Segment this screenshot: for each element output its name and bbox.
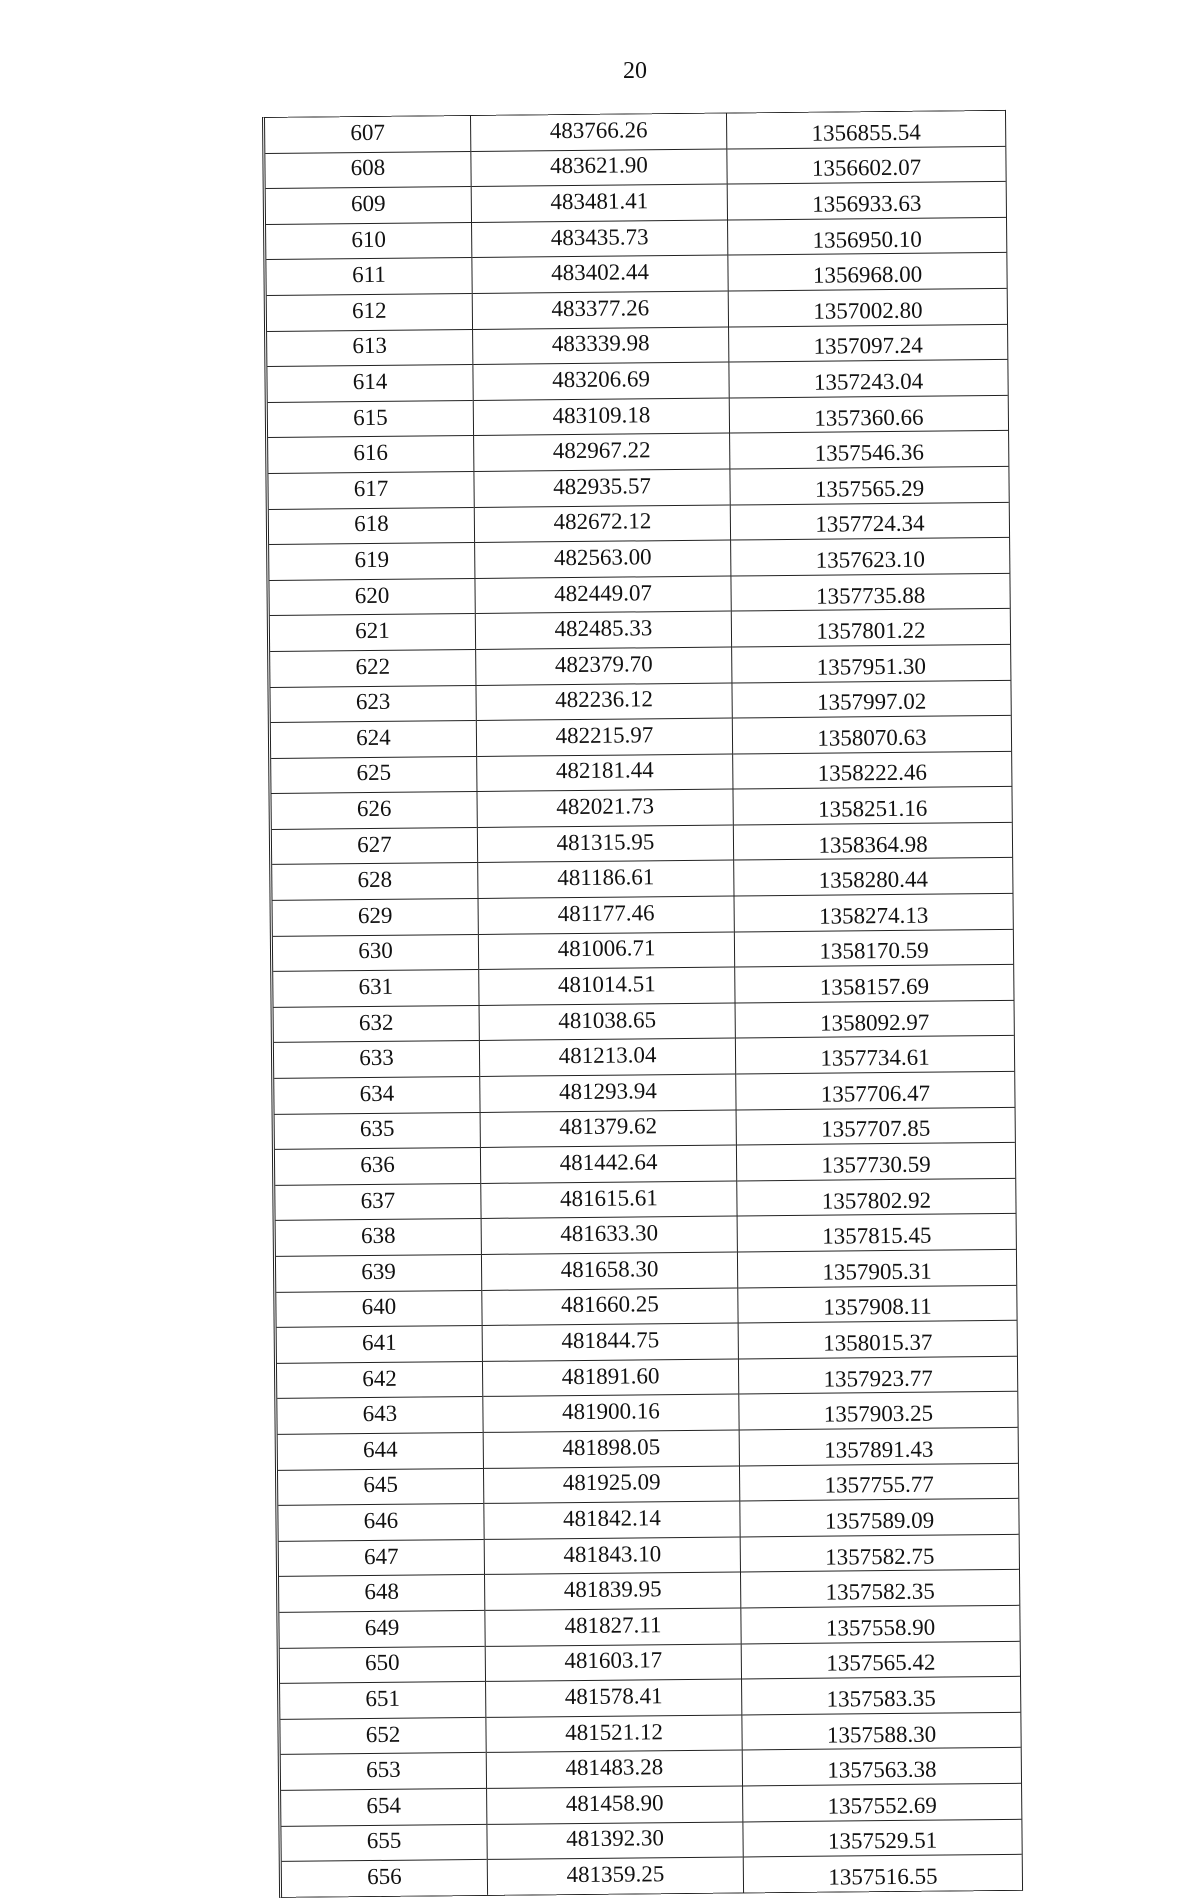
x-coordinate-cell: 481658.30 bbox=[481, 1252, 737, 1290]
point-number-cell: 650 bbox=[280, 1646, 486, 1684]
point-number-cell: 639 bbox=[276, 1254, 482, 1292]
x-coordinate-cell: 481843.10 bbox=[484, 1537, 740, 1575]
x-coordinate-cell: 481603.17 bbox=[485, 1644, 741, 1682]
point-number-cell: 634 bbox=[274, 1076, 480, 1114]
y-coordinate-cell: 1358092.97 bbox=[735, 1000, 1014, 1038]
x-coordinate-cell: 481521.12 bbox=[486, 1715, 742, 1753]
y-coordinate-cell: 1357997.02 bbox=[732, 680, 1011, 718]
x-coordinate-cell: 482485.33 bbox=[475, 611, 731, 649]
x-coordinate-cell: 481458.90 bbox=[487, 1786, 743, 1824]
y-coordinate-cell: 1358070.63 bbox=[732, 715, 1011, 753]
point-number-cell: 631 bbox=[273, 970, 479, 1008]
x-coordinate-cell: 481213.04 bbox=[479, 1038, 735, 1076]
point-number-cell: 630 bbox=[273, 934, 479, 972]
x-coordinate-cell: 483206.69 bbox=[473, 362, 729, 400]
x-coordinate-cell: 482449.07 bbox=[475, 576, 731, 614]
x-coordinate-cell: 482379.70 bbox=[476, 647, 732, 685]
point-number-cell: 615 bbox=[268, 400, 474, 438]
y-coordinate-cell: 1357243.04 bbox=[729, 360, 1008, 398]
y-coordinate-cell: 1356950.10 bbox=[728, 217, 1007, 255]
y-coordinate-cell: 1357360.66 bbox=[729, 395, 1008, 433]
y-coordinate-cell: 1357908.11 bbox=[738, 1285, 1017, 1323]
x-coordinate-cell: 481578.41 bbox=[486, 1679, 742, 1717]
x-coordinate-cell: 482236.12 bbox=[476, 683, 732, 721]
y-coordinate-cell: 1357706.47 bbox=[736, 1071, 1015, 1109]
x-coordinate-cell: 481014.51 bbox=[479, 967, 735, 1005]
point-number-cell: 616 bbox=[268, 436, 474, 474]
point-number-cell: 656 bbox=[282, 1860, 488, 1897]
x-coordinate-cell: 481315.95 bbox=[477, 825, 733, 863]
point-number-cell: 624 bbox=[271, 721, 477, 759]
coordinates-table-body bbox=[265, 111, 1022, 1897]
y-coordinate-cell: 1357002.80 bbox=[728, 288, 1007, 326]
y-coordinate-cell: 1357755.77 bbox=[739, 1463, 1018, 1501]
point-number-cell: 614 bbox=[267, 365, 473, 403]
x-coordinate-cell: 481842.14 bbox=[484, 1501, 740, 1539]
point-number-cell: 640 bbox=[276, 1290, 482, 1328]
point-number-cell: 632 bbox=[274, 1005, 480, 1043]
y-coordinate-cell: 1357623.10 bbox=[731, 537, 1010, 575]
y-coordinate-cell: 1357563.38 bbox=[742, 1748, 1021, 1786]
y-coordinate-cell: 1357724.34 bbox=[730, 502, 1009, 540]
y-coordinate-cell: 1356602.07 bbox=[727, 146, 1006, 184]
y-coordinate-cell: 1357546.36 bbox=[730, 431, 1009, 469]
point-number-cell: 622 bbox=[270, 649, 476, 687]
y-coordinate-cell: 1357589.09 bbox=[740, 1498, 1019, 1536]
y-coordinate-cell: 1356933.63 bbox=[727, 182, 1006, 220]
x-coordinate-cell: 483481.41 bbox=[471, 184, 727, 222]
x-coordinate-cell: 482021.73 bbox=[477, 789, 733, 827]
point-number-cell: 642 bbox=[277, 1361, 483, 1399]
point-number-cell: 607 bbox=[350, 119, 386, 145]
y-coordinate-cell: 1357582.75 bbox=[740, 1534, 1019, 1572]
point-number-cell: 645 bbox=[278, 1468, 484, 1506]
y-coordinate-cell: 1358274.13 bbox=[734, 893, 1013, 931]
x-coordinate-cell: 481660.25 bbox=[482, 1288, 738, 1326]
x-coordinate-cell: 483109.18 bbox=[473, 398, 729, 436]
point-number-cell: 623 bbox=[270, 685, 476, 723]
y-coordinate-cell: 1357923.77 bbox=[738, 1356, 1017, 1394]
y-coordinate-cell: 1357905.31 bbox=[737, 1249, 1016, 1287]
point-number-cell: 620 bbox=[269, 578, 475, 616]
y-coordinate-cell: 1356855.54 bbox=[726, 111, 1005, 149]
point-number-cell: 617 bbox=[268, 471, 474, 509]
point-number-cell: 626 bbox=[271, 792, 477, 830]
x-coordinate-cell: 481839.95 bbox=[485, 1572, 741, 1610]
point-number-cell: 619 bbox=[269, 543, 475, 581]
x-coordinate-cell: 481186.61 bbox=[478, 860, 734, 898]
y-coordinate-cell: 1357815.45 bbox=[737, 1214, 1016, 1252]
y-coordinate-cell: 1358170.59 bbox=[734, 929, 1013, 967]
y-coordinate-cell: 1357801.22 bbox=[731, 609, 1010, 647]
y-coordinate-cell: 1357903.25 bbox=[739, 1392, 1018, 1430]
x-coordinate-cell: 481925.09 bbox=[483, 1466, 739, 1504]
point-number-cell: 648 bbox=[279, 1575, 485, 1613]
point-number-cell: 608 bbox=[265, 151, 471, 189]
x-coordinate-cell: 481900.16 bbox=[483, 1394, 739, 1432]
point-number-cell: 643 bbox=[277, 1397, 483, 1435]
y-coordinate-cell: 1358015.37 bbox=[738, 1320, 1017, 1358]
coordinates-table-grid bbox=[265, 111, 1022, 1897]
point-number-cell: 641 bbox=[277, 1326, 483, 1364]
y-coordinate-cell: 1357565.29 bbox=[730, 466, 1009, 504]
page-number: 20 bbox=[623, 58, 647, 84]
point-number-cell: 609 bbox=[266, 187, 472, 225]
point-number-cell: 612 bbox=[267, 293, 473, 331]
point-number-cell: 647 bbox=[279, 1539, 485, 1577]
point-number-cell: 644 bbox=[278, 1432, 484, 1470]
point-number-cell: 625 bbox=[271, 756, 477, 794]
x-coordinate-cell: 481827.11 bbox=[485, 1608, 741, 1646]
point-number-cell: 649 bbox=[279, 1610, 485, 1648]
y-coordinate-cell: 1357565.42 bbox=[741, 1641, 1020, 1679]
x-coordinate-cell: 482672.12 bbox=[474, 505, 730, 543]
y-coordinate-cell: 1358222.46 bbox=[733, 751, 1012, 789]
point-number-cell: 653 bbox=[281, 1753, 487, 1791]
point-number-cell: 637 bbox=[275, 1183, 481, 1221]
point-number-cell: 613 bbox=[267, 329, 473, 367]
y-coordinate-cell: 1358157.69 bbox=[735, 965, 1014, 1003]
x-coordinate-cell: 481898.05 bbox=[483, 1430, 739, 1468]
point-number-cell: 655 bbox=[281, 1824, 487, 1862]
x-coordinate-cell: 483339.98 bbox=[473, 327, 729, 365]
x-coordinate-cell: 481293.94 bbox=[480, 1074, 736, 1112]
y-coordinate-cell: 1357588.30 bbox=[742, 1712, 1021, 1750]
x-coordinate-cell: 481442.64 bbox=[480, 1145, 736, 1183]
x-coordinate-cell: 481891.60 bbox=[482, 1359, 738, 1397]
x-coordinate-cell: 482967.22 bbox=[474, 433, 730, 471]
x-coordinate-cell: 481483.28 bbox=[486, 1750, 742, 1788]
point-number-cell: 611 bbox=[266, 258, 472, 296]
point-number-cell: 633 bbox=[274, 1041, 480, 1079]
y-coordinate-cell: 1357552.69 bbox=[743, 1783, 1022, 1821]
x-coordinate-cell: 481177.46 bbox=[478, 896, 734, 934]
point-number-cell: 627 bbox=[272, 827, 478, 865]
point-number-cell: 654 bbox=[281, 1788, 487, 1826]
point-number-cell: 610 bbox=[266, 222, 472, 260]
x-coordinate-cell: 483402.44 bbox=[472, 255, 728, 293]
x-coordinate-cell: 483435.73 bbox=[472, 220, 728, 258]
point-number-cell: 646 bbox=[278, 1504, 484, 1542]
y-coordinate-cell: 1357734.61 bbox=[735, 1036, 1014, 1074]
point-number-cell: 621 bbox=[270, 614, 476, 652]
y-coordinate-cell: 1357097.24 bbox=[729, 324, 1008, 362]
x-coordinate-cell: 481379.62 bbox=[480, 1110, 736, 1148]
x-coordinate-cell: 482563.00 bbox=[475, 540, 731, 578]
x-coordinate-cell: 481615.61 bbox=[481, 1181, 737, 1219]
y-coordinate-cell: 1356968.00 bbox=[728, 253, 1007, 291]
y-coordinate-cell: 1357951.30 bbox=[732, 644, 1011, 682]
y-coordinate-cell: 1357516.55 bbox=[743, 1854, 1022, 1892]
point-number-cell: 628 bbox=[272, 863, 478, 901]
y-coordinate-cell: 1357529.51 bbox=[743, 1819, 1022, 1857]
x-coordinate-cell: 482935.57 bbox=[474, 469, 730, 507]
point-number-cell: 635 bbox=[275, 1112, 481, 1150]
y-coordinate-cell: 1357558.90 bbox=[741, 1605, 1020, 1643]
coordinates-table bbox=[262, 110, 1023, 1898]
x-coordinate-cell: 483621.90 bbox=[471, 149, 727, 187]
point-number-cell: 638 bbox=[276, 1219, 482, 1257]
y-coordinate-cell: 1357735.88 bbox=[731, 573, 1010, 611]
y-coordinate-cell: 1357730.59 bbox=[736, 1143, 1015, 1181]
y-coordinate-cell: 1357707.85 bbox=[736, 1107, 1015, 1145]
y-coordinate-cell: 1358364.98 bbox=[733, 822, 1012, 860]
y-coordinate-cell: 1357891.43 bbox=[739, 1427, 1018, 1465]
y-coordinate-cell: 1357802.92 bbox=[737, 1178, 1016, 1216]
y-coordinate-cell: 1358251.16 bbox=[733, 787, 1012, 825]
x-coordinate-cell: 481844.75 bbox=[482, 1323, 738, 1361]
point-number-cell: 636 bbox=[275, 1148, 481, 1186]
y-coordinate-cell: 1357582.35 bbox=[740, 1570, 1019, 1608]
x-coordinate-cell: 483766.26 bbox=[471, 114, 727, 152]
x-coordinate-cell: 482215.97 bbox=[476, 718, 732, 756]
table-row bbox=[282, 1854, 1022, 1896]
x-coordinate-cell: 481006.71 bbox=[478, 932, 734, 970]
x-coordinate-cell: 482181.44 bbox=[477, 754, 733, 792]
x-coordinate-cell: 481392.30 bbox=[487, 1821, 743, 1859]
x-coordinate-cell: 481038.65 bbox=[479, 1003, 735, 1041]
y-coordinate-cell: 1357583.35 bbox=[742, 1676, 1021, 1714]
point-number-cell: 618 bbox=[269, 507, 475, 545]
y-coordinate-cell: 1358280.44 bbox=[734, 858, 1013, 896]
point-number-cell: 652 bbox=[280, 1717, 486, 1755]
x-coordinate-cell: 481359.25 bbox=[487, 1857, 743, 1895]
x-coordinate-cell: 481633.30 bbox=[481, 1216, 737, 1254]
x-coordinate-cell: 483377.26 bbox=[472, 291, 728, 329]
point-number-cell: 629 bbox=[273, 899, 479, 937]
point-number-cell: 651 bbox=[280, 1682, 486, 1720]
